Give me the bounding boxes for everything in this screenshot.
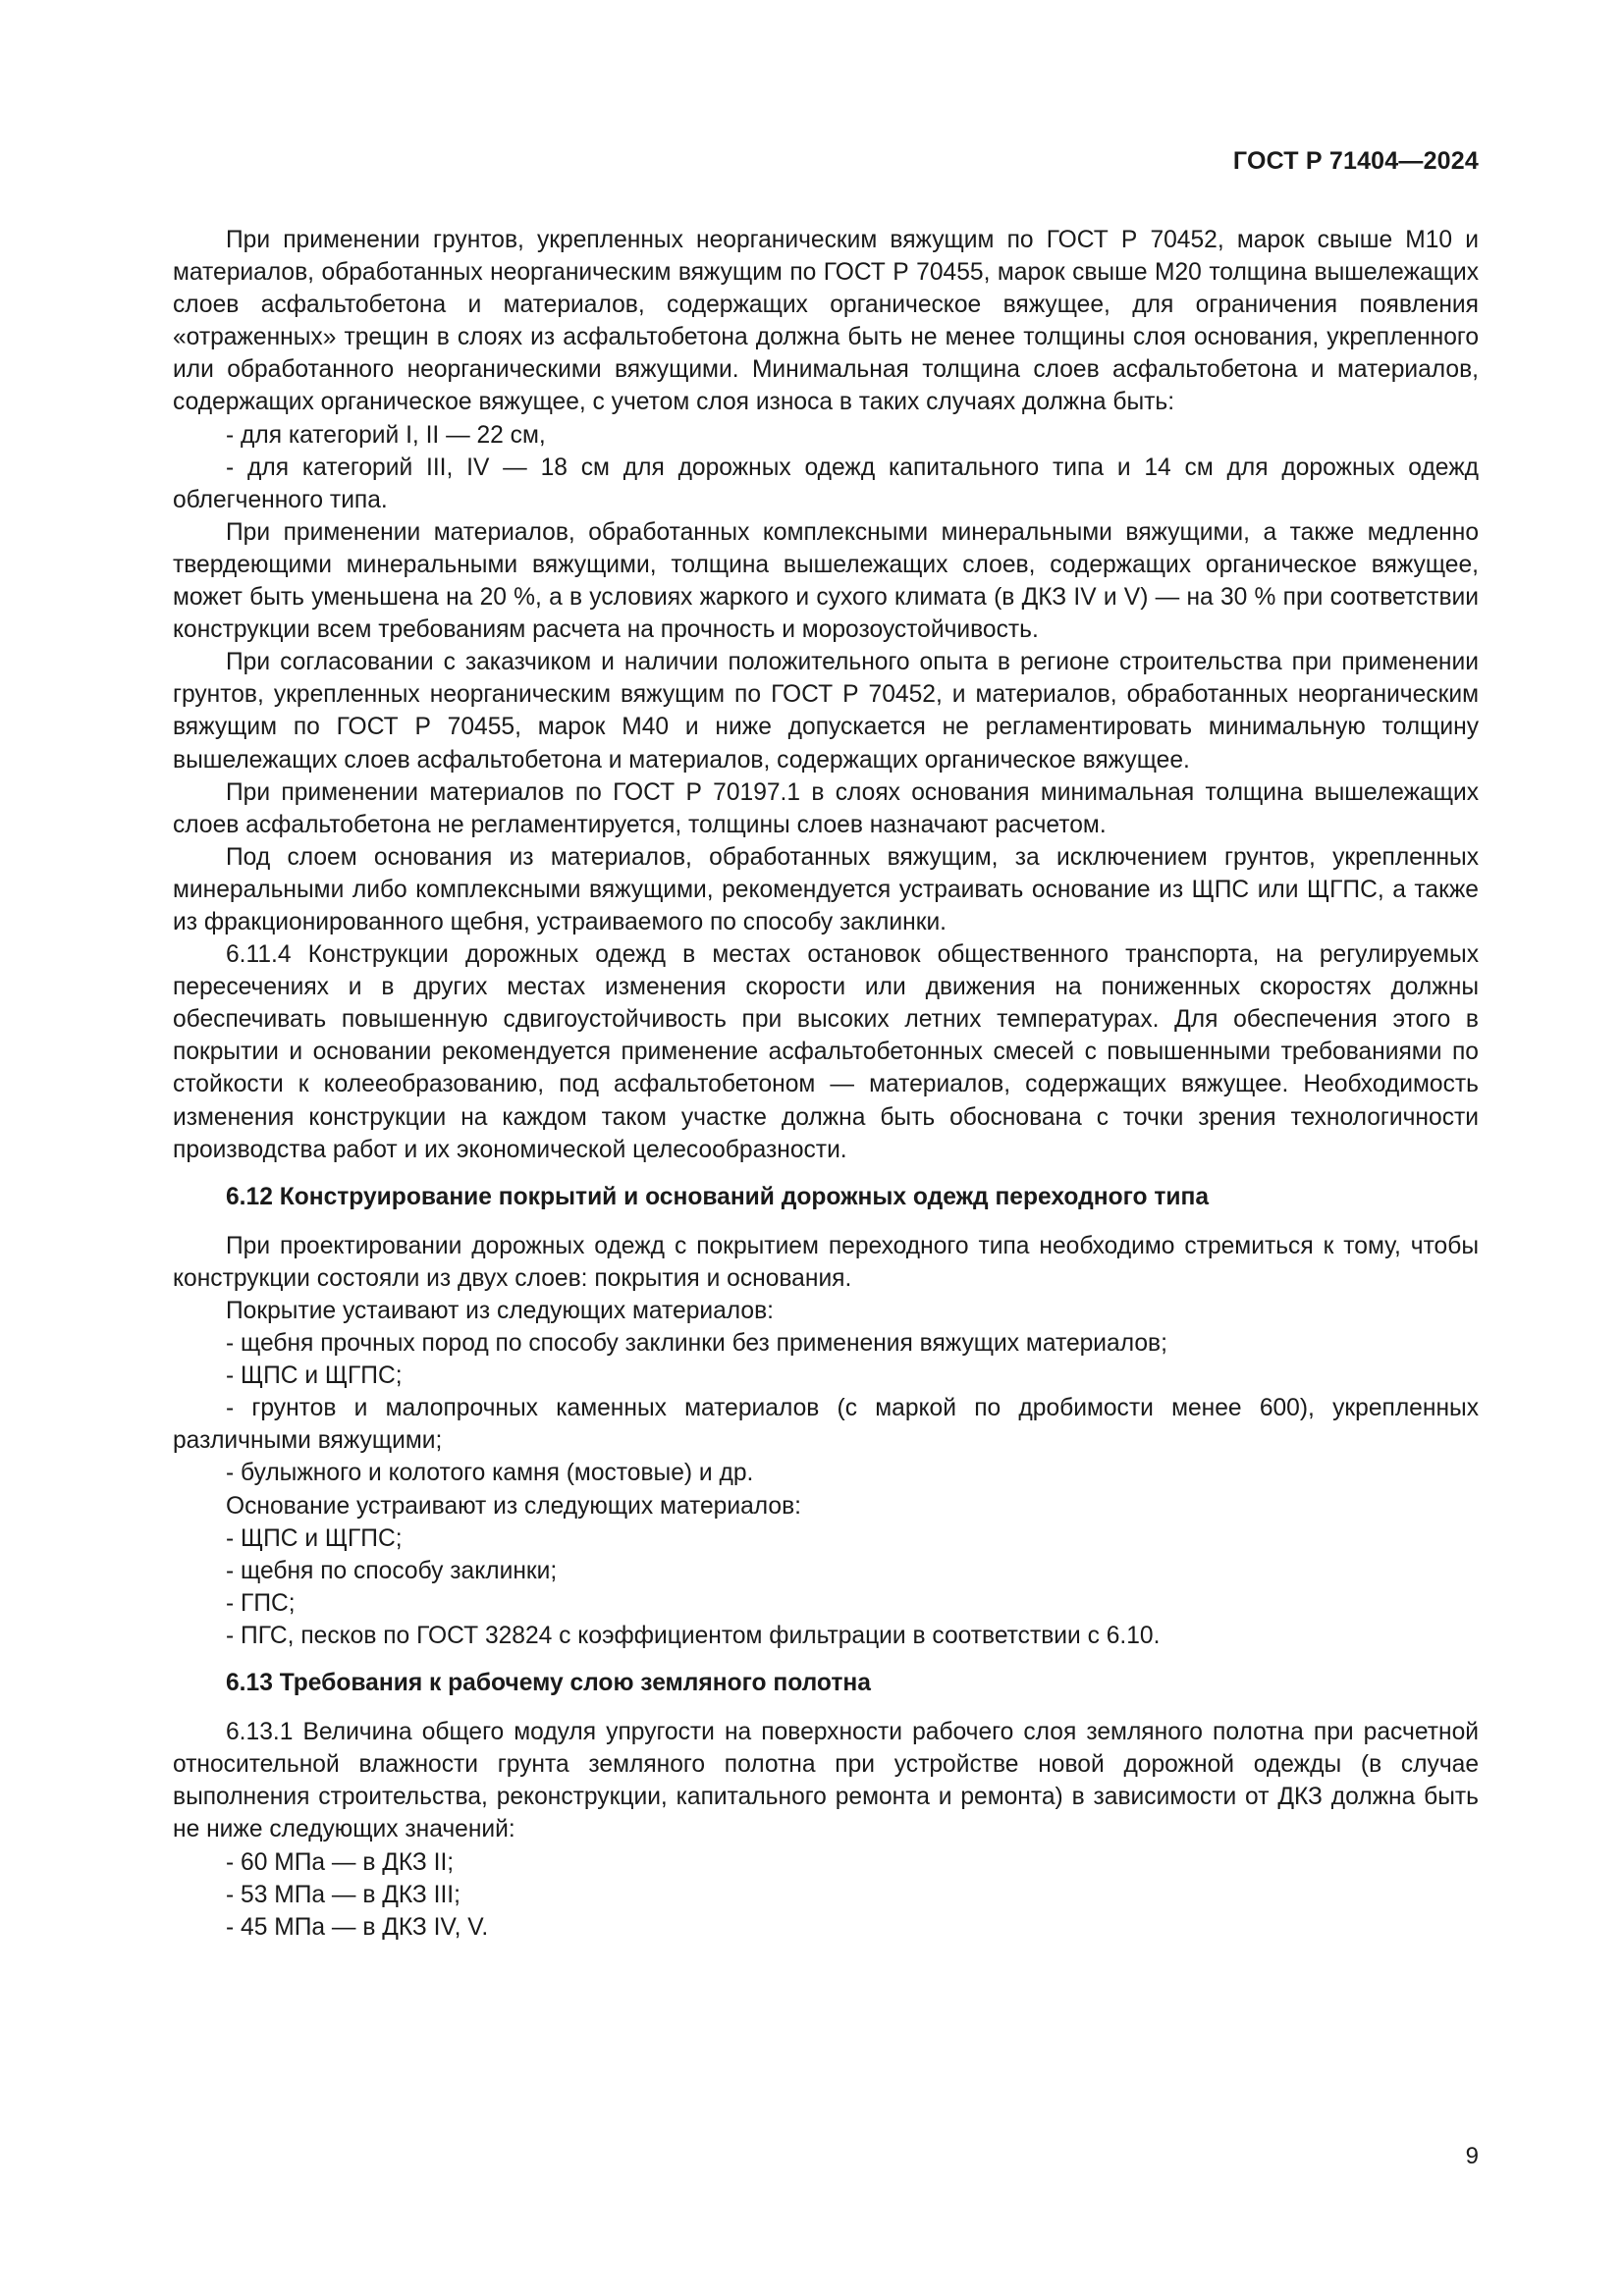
- list-item: - ПГС, песков по ГОСТ 32824 с коэффициентом фильтрации в соответствии с 6.10.: [226, 1622, 1161, 1649]
- paragraph: Под слоем основания из материалов, обработанных вяжущим, за исключением грунтов, укрепленных минеральными либо комплексными вяжущими, рекомендуется устраивать основание из ЩПС или ЩГПС, а также из фракционированного щебня, устраиваемого по способу заклинки.: [173, 843, 1479, 935]
- list-item: - щебня по способу заклинки;: [226, 1557, 558, 1584]
- page-body: [173, 224, 1479, 1944]
- section-heading-6-12: 6.12 Конструирование покрытий и оснований дорожных одежд переходного типа: [226, 1183, 1210, 1210]
- list-item: - ЩПС и ЩГПС;: [226, 1362, 403, 1390]
- clause-6-13-1: 6.13.1 Величина общего модуля упругости на поверхности рабочего слоя земляного полотна при расчетной относительной влажности грунта земляного полотна при устройстве новой дорожной одежды (в случае выполнения строительства, реконструкции, капитального ремонта и ремонта) в зависимости от ДКЗ должна быть не ниже следующих значений:: [173, 1719, 1479, 1843]
- list-item: - 45 МПа — в ДКЗ IV, V.: [226, 1913, 489, 1941]
- list-item: - 60 МПа — в ДКЗ II;: [226, 1848, 455, 1876]
- page-number: 9: [1465, 2143, 1479, 2169]
- section-heading-6-13: 6.13 Требования к рабочему слою земляного полотна: [226, 1670, 871, 1697]
- list-item: - 53 МПа — в ДКЗ III;: [226, 1881, 460, 1908]
- paragraph: При согласовании с заказчиком и наличии положительного опыта в регионе строительства при применении грунтов, укрепленных неорганическим вяжущим по ГОСТ Р 70452, и материалов, обработанных неорганическим вяжущим по ГОСТ Р 70455, марок М40 и ниже допускается не регламентировать минимальную толщину вышележащих слоев асфальтобетона и материалов, содержащих органическое вяжущее.: [173, 649, 1479, 774]
- list-item: - для категорий I, II — 22 см,: [226, 421, 546, 449]
- paragraph: При применении материалов по ГОСТ Р 70197.1 в слоях основания минимальная толщина вышележащих слоев асфальтобетона не регламентируется, толщины слоев назначают расчетом.: [173, 778, 1479, 838]
- paragraph: При проектировании дорожных одежд с покрытием переходного типа необходимо стремиться к тому, чтобы конструкции состояли из двух слоев: покрытия и основания.: [173, 1232, 1479, 1292]
- document-code: ГОСТ Р 71404—2024: [1232, 147, 1479, 175]
- paragraph: Основание устраивают из следующих материалов:: [226, 1492, 801, 1520]
- list-item: - щебня прочных пород по способу заклинки без применения вяжущих материалов;: [226, 1330, 1167, 1358]
- paragraph: При применении грунтов, укрепленных неорганическим вяжущим по ГОСТ Р 70452, марок свыше М10 и материалов, обработанных неорганическим вяжущим по ГОСТ Р 70455, марок свыше М20 толщина вышележащих слоев асфальтобетона и материалов, содержащих органическое вяжущее, для ограничения появления «отраженных» трещин в слоях из асфальтобетона должна быть не менее толщины слоя основания, укрепленного или обработанного неорганическими вяжущими. Минимальная толщина слоев асфальтобетона и материалов, содержащих органическое вяжущее, с учетом слоя износа в таких случаях должна быть:: [173, 227, 1479, 416]
- list-item: - для категорий III, IV — 18 см для дорожных одежд капитального типа и 14 см для дорожных одежд облегченного типа.: [173, 454, 1479, 513]
- clause-6-11-4: 6.11.4 Конструкции дорожных одежд в местах остановок общественного транспорта, на регулируемых пересечениях и в других местах изменения скорости или движения на пониженных скоростях должны обеспечивать повышенную сдвигоустойчивость при высоких летних температурах. Для обеспечения этого в покрытии и основании рекомендуется применение асфальтобетонных смесей с повышенными требованиями по стойкости к колееобразованию, под асфальтобетоном — материалов, содержащих вяжущее. Необходимость изменения конструкции на каждом таком участке должна быть обоснована с точки зрения технологичности производства работ и их экономической целесообразности.: [173, 941, 1479, 1163]
- list-item: - ГПС;: [226, 1589, 296, 1617]
- paragraph: Покрытие устаивают из следующих материалов:: [226, 1298, 775, 1324]
- paragraph: При применении материалов, обработанных комплексными минеральными вяжущими, а также медленно твердеющими минеральными вяжущими, толщина вышележащих слоев, содержащих органическое вяжущее, может быть уменьшена на 20 %, а в условиях жаркого и сухого климата (в ДКЗ IV и V) — на 30 % при соответствии конструкции всем требованиям расчета на прочность и морозоустойчивость.: [173, 518, 1479, 644]
- list-item: - ЩПС и ЩГПС;: [226, 1524, 403, 1552]
- list-item: - грунтов и малопрочных каменных материалов (с маркой по дробимости менее 600), укрепленных различными вяжущими;: [173, 1395, 1479, 1455]
- list-item: - булыжного и колотого камня (мостовые) и др.: [226, 1460, 754, 1487]
